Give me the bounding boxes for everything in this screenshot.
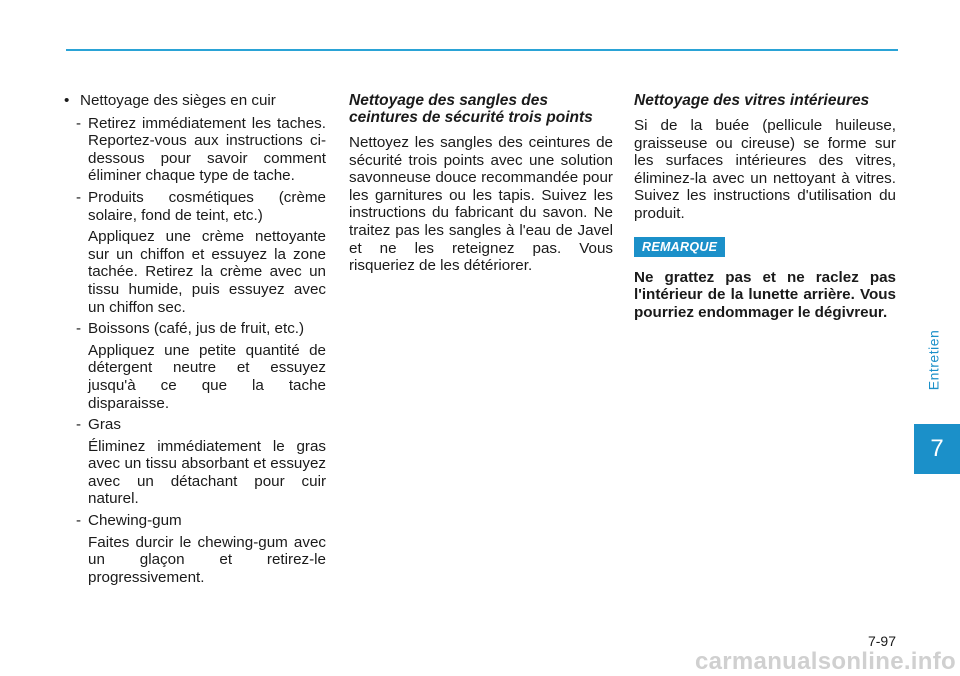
sub-item-stains: [62, 115, 326, 185]
dash-marker: -: [76, 512, 82, 530]
sub-item-text: Produits cosmétiques (crème solaire, fond de teint, etc.): [88, 188, 326, 224]
instruction-paragraph: Éliminez immédiatement le gras avec un tissu absorbant et essuyez avec un détachant pour cuir naturel.: [88, 437, 326, 508]
note-warning: Ne grattez pas et ne raclez pas l'intérieur de la lunette arrière. Vous pourriez endommager le dégivreur.: [634, 268, 896, 321]
watermark: carmanualsonline.info: [694, 648, 956, 675]
column-seat-belts: [349, 92, 613, 275]
sub-item-grease: [62, 416, 326, 434]
chapter-label: [918, 300, 948, 420]
section-body: Nettoyez les sangles des ceintures de sécurité trois points avec une solution savonneuse douce recommandée pour les garnitures ou les tapis. Suivez les instructions du fabricant du savon. Ne traitez pas les sangles à l'eau de Javel et ne les reteignez pas. Vous risqueriez de les détériorer.: [349, 134, 613, 275]
sub-item-drinks: [62, 320, 326, 338]
sub-item-text: Boissons (café, jus de fruit, etc.): [88, 320, 305, 338]
section-heading: Nettoyage des sangles des ceintures de sécurité trois points: [349, 92, 593, 126]
dash-marker: -: [76, 320, 82, 338]
sub-item-text: Retirez immédiatement les taches. Reportez-vous aux instructions ci-dessous pour savoir comment éliminer chaque type de tache.: [88, 114, 326, 185]
sub-item-cosmetics: [62, 189, 326, 224]
column-leather-seats: [62, 92, 326, 586]
chapter-label-text: Entretien: [925, 329, 942, 391]
dash-marker: -: [76, 188, 82, 206]
column-interior-windows: [634, 92, 896, 321]
sub-item-text: Chewing-gum: [88, 512, 182, 530]
instruction-paragraph: Appliquez une crème nettoyante sur un chiffon et essuyez la zone tachée. Retirez la crème avec un tissu humide, puis essuyez avec un chiffon sec.: [88, 228, 326, 316]
section-heading: Nettoyage des vitres intérieures: [634, 92, 870, 109]
instruction-paragraph: Faites durcir le chewing-gum avec un glaçon et retirez-le progressivement.: [88, 533, 326, 586]
bullet-text: Nettoyage des sièges en cuir: [80, 92, 276, 109]
note-badge: REMARQUE: [634, 237, 725, 257]
chapter-number: 7: [930, 435, 944, 462]
bullet-dot: •: [64, 92, 70, 109]
header-rule: [66, 49, 898, 51]
section-body: Si de la buée (pellicule huileuse, graisseuse ou cireuse) se forme sur les surfaces intérieures des vitres, éliminez-la avec un nettoyant à vitres. Suivez les instructions d'utilisation du produit.: [634, 117, 896, 222]
bullet-item: [62, 92, 326, 110]
sub-item-text: Gras: [88, 416, 121, 434]
sub-item-chewing-gum: [62, 512, 326, 530]
instruction-paragraph: Appliquez une petite quantité de détergent neutre et essuyez jusqu'à ce que la tache disparaisse.: [88, 341, 326, 412]
dash-marker: -: [76, 114, 82, 132]
page-number: 7-97: [867, 633, 896, 649]
chapter-tab: [914, 424, 960, 474]
dash-marker: -: [76, 416, 82, 434]
